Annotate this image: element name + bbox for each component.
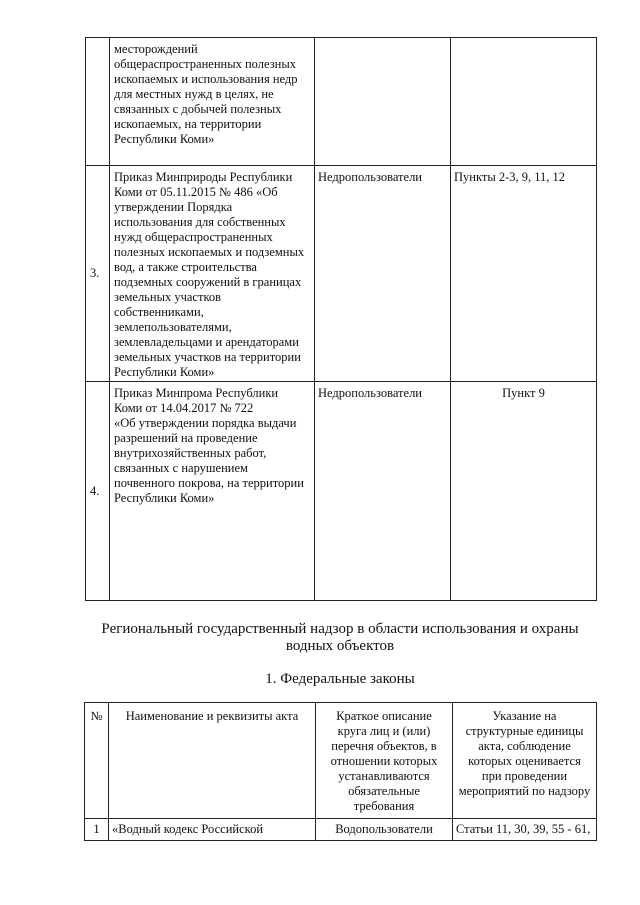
table-header-row	[85, 703, 597, 819]
act-name-cell: «Водный кодекс Российской	[109, 819, 316, 841]
table-row	[86, 166, 597, 382]
act-name-cell: месторождений общераспространенных полезных ископаемых и использования недр для местных нужд в целях, не связанных с добычей полезных ископаемых, на территории Республики Коми»	[110, 38, 315, 166]
units-cell: Пункт 9	[451, 382, 597, 601]
subsection-title: 1. Федеральные законы	[265, 671, 415, 687]
row-number	[86, 38, 110, 166]
persons-cell: Недропользователи	[315, 382, 451, 601]
row-number: 3.	[86, 166, 110, 382]
units-cell: Статьи 11, 30, 39, 55 - 61,	[453, 819, 597, 841]
header-persons: Краткое описание круга лиц и (или) перечня объектов, в отношении которых устанавливаются обязательные требования	[316, 703, 453, 819]
section-title: Региональный государственный надзор в области использования и охраны водных объектов	[101, 621, 579, 654]
header-number: №	[85, 703, 109, 819]
table-row	[85, 819, 597, 841]
federal-laws-table	[84, 702, 597, 841]
requirements-table-continued	[85, 37, 597, 601]
header-units: Указание на структурные единицы акта, соблюдение которых оценивается при проведении мероприятий по надзору	[453, 703, 597, 819]
persons-cell: Водопользователи	[316, 819, 453, 841]
persons-cell: Недропользователи	[315, 166, 451, 382]
table-row	[86, 38, 597, 166]
units-cell: Пункты 2-3, 9, 11, 12	[451, 166, 597, 382]
act-name-cell: Приказ Минприроды Республики Коми от 05.11.2015 № 486 «Об утверждении Порядка использования для собственных нужд общераспространенных полезных ископаемых и подземных вод, а также строительства подземных сооружений в границах земельных участков собственниками, землепользователями, землевладельцами и арендаторами земельных участков на территории Республики Коми»	[110, 166, 315, 382]
row-number: 1	[85, 819, 109, 841]
persons-cell	[315, 38, 451, 166]
header-act-name: Наименование и реквизиты акта	[109, 703, 316, 819]
units-cell	[451, 38, 597, 166]
act-name-cell: Приказ Минпрома Республики Коми от 14.04.2017 № 722 «Об утверждении порядка выдачи разрешений на проведение внутрихозяйственных работ, связанных с нарушением почвенного покрова, на территории Республики Коми»	[110, 382, 315, 601]
table-row	[86, 382, 597, 601]
row-number: 4.	[86, 382, 110, 601]
